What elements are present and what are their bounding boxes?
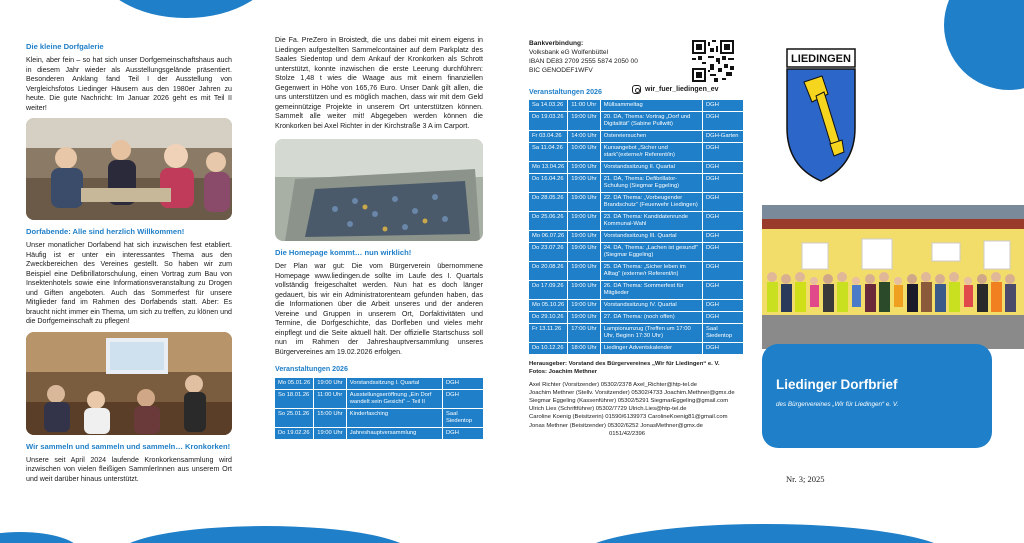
contact-line: Axel Richter (Vorsitzender) 05302/2378 Axel_Richter@htp-tel.de — [529, 381, 698, 388]
event-row — [529, 324, 743, 343]
event-row — [529, 281, 743, 300]
decor-blob-top-right — [944, 0, 1024, 90]
instagram-icon — [632, 85, 641, 94]
gallery-text: Klein, aber fein – so hat sich unser Dorfgemeinschaftshaus auch in diesem Jahr wieder als Ausstellungsgelände präsentiert. Besonderen Anklang fand Teil I der Ausstellung von Vergleichsfotos Liedinger Häusern aus den 1980er Jahren zu heute. Die gute Nachricht: Im Januar 2026 geht es mit Teil II weiter! — [26, 56, 232, 112]
event-title: Kursangebot „Sicher und stark“(externe/r Referent/in) — [601, 143, 703, 162]
cover-title: Liedinger Dorfbrief — [776, 377, 898, 392]
event-time: 17:00 Uhr — [568, 324, 600, 343]
event-date: Do 25.06.26 — [529, 212, 568, 231]
events-heading-1: Veranstaltungen 2026 — [275, 365, 348, 373]
homepage-heading: Die Homepage kommt… nun wirklich! — [275, 248, 412, 257]
event-place: DGH — [703, 343, 743, 355]
event-title: Lampionumzug (Treffen um 17:00 Uhr, Beginn 17:30 Uhr) — [601, 324, 703, 343]
event-time: 19:00 Uhr — [568, 243, 600, 262]
event-title: Vorstandssitzung II. Quartal — [601, 162, 703, 174]
gallery-heading: Die kleine Dorfgalerie — [26, 42, 104, 51]
event-title: Kinderfasching — [347, 409, 443, 428]
event-place: DGH — [703, 231, 743, 243]
event-time: 10:00 Uhr — [568, 143, 600, 162]
bank-iban: IBAN DE83 2709 2555 5874 2050 00 — [529, 57, 638, 65]
event-date: Do 20.08.26 — [529, 262, 568, 281]
event-place: DGH — [703, 100, 743, 112]
event-title: 26. DA Thema: Sommerfest für Mitglieder — [601, 281, 703, 300]
event-title: 24. DA, Thema: „Lachen ist gesund!“ (Siegmar Eggeling) — [601, 243, 703, 262]
bank-line: Volksbank eG Wolfenbüttel — [529, 48, 609, 56]
event-place: DGH — [703, 112, 743, 131]
event-title: Vorstandssitzung IV. Quartal — [601, 300, 703, 312]
event-title: Jahreshauptversammlung — [347, 428, 443, 440]
cover-subtitle: des Bürgervereines „Wir für Liedingen“ e. V. — [776, 401, 899, 408]
event-row — [275, 428, 483, 440]
contact-line: Ulrich Lies (Schriftführer) 05302/7729 Ulrich.Lies@htp-tel.de — [529, 406, 687, 413]
decor-blob-bottom-left — [0, 532, 80, 543]
event-date: Mo 05.10.26 — [529, 300, 568, 312]
event-place: DGH — [703, 312, 743, 324]
event-date: Do 19.03.26 — [529, 112, 568, 131]
kronkorken-text: Die Fa. PreZero in Broistedt, die uns dabei mit einem eigens in Liedingen aufgestellten Sammelcontainer auf dem Parkplatz des Saales Siedentop und dem Ankauf der Kronkorken als Schrott unterstützt, konnte inzwischen die erste Leerung durchführen: Stolze 1,48 t wies die Waage aus mit einem finanziellen Gegenwert in Höhe von 165,76 Euro. Unser Dank gilt allen, die uns unterstützen und es möglich machen, dass wir mit dem Geld gemeinnützige Projekte in unserem Ort unterstützen können. Sammelt alle weiter mit! Abgegeben werden können die Kronkorken bei Axel Richter in der Kirchstraße 3 A im Carport. — [275, 36, 483, 130]
decor-blob-bottom-mid — [115, 526, 415, 543]
events-table-1 — [275, 378, 483, 440]
event-row — [529, 112, 743, 131]
qr-code[interactable] — [692, 40, 734, 82]
sammeln-text: Unsere seit April 2024 laufende Kronkorkensammlung wird inzwischen von vielen fleißigen SammlerInnen aus unserem Ort und weit darüber hinaus unterstützt. — [26, 455, 232, 483]
event-place: DGH — [703, 193, 743, 212]
event-date: Fr 13.11.26 — [529, 324, 568, 343]
event-title: 21. DA, Thema: Defibrillator-Schulung (Siegmar Eggeling) — [601, 174, 703, 193]
credits — [529, 360, 743, 438]
event-place: Saal Siedentop — [703, 324, 743, 343]
event-place: DGH-Garten — [703, 131, 743, 143]
event-place: DGH — [703, 281, 743, 300]
event-date: So 25.01.26 — [275, 409, 314, 428]
cover-title-box — [762, 344, 992, 448]
contact-line: 0151/42/2396 — [609, 430, 646, 437]
contact-list — [529, 381, 743, 438]
event-time: 18:00 Uhr — [568, 343, 600, 355]
event-place: DGH — [703, 262, 743, 281]
events-table-2 — [529, 100, 743, 355]
group-photo — [762, 205, 1024, 349]
kronkorken-photo — [275, 139, 483, 241]
event-title: Müllsammeltag — [601, 100, 703, 112]
event-row — [529, 193, 743, 212]
event-title: Ostereiersuchen — [601, 131, 703, 143]
event-date: Do 29.10.26 — [529, 312, 568, 324]
event-date: Do 17.09.26 — [529, 281, 568, 300]
event-time: 19:00 Uhr — [568, 231, 600, 243]
event-place: DGH — [703, 243, 743, 262]
crest-label: LIEDINGEN — [791, 53, 851, 65]
event-title: 27. DA Thema: (noch offen) — [601, 312, 703, 324]
event-place: DGH — [443, 428, 483, 440]
event-title: Vorstandssitzung III. Quartal — [601, 231, 703, 243]
event-place: DGH — [703, 300, 743, 312]
event-place: DGH — [703, 162, 743, 174]
event-title: Liedinger Adventskalender — [601, 343, 703, 355]
event-row — [529, 231, 743, 243]
event-time: 19:00 Uhr — [568, 112, 600, 131]
dorfabend-photo — [26, 332, 232, 435]
event-date: So 18.01.26 — [275, 390, 314, 409]
column-3 — [529, 40, 743, 438]
dorfabende-heading: Dorfabende: Alle sind herzlich Willkommen! — [26, 227, 185, 236]
event-row — [275, 390, 483, 409]
event-time: 19:00 Uhr — [568, 281, 600, 300]
event-time: 19:00 Uhr — [568, 162, 600, 174]
event-time: 19:00 Uhr — [568, 262, 600, 281]
column-2 — [275, 36, 483, 440]
event-time: 19:00 Uhr — [568, 312, 600, 324]
event-date: Do 23.07.26 — [529, 243, 568, 262]
bank-heading: Bankverbindung: — [529, 40, 584, 47]
gallery-photo — [26, 118, 232, 220]
event-time: 19:00 Uhr — [314, 378, 346, 390]
event-place: DGH — [443, 378, 483, 390]
event-date: Sa 14.03.26 — [529, 100, 568, 112]
event-row — [529, 343, 743, 355]
event-date: Mo 06.07.26 — [529, 231, 568, 243]
sammeln-heading: Wir sammeln und sammeln und sammeln… Kronkorken! — [26, 441, 231, 451]
homepage-text: Der Plan war gut: Die vom Bürgerverein übernommene Homepage www.liedingen.de sollte im Laufe des I. Quartals vollständig freigeschaltet werden. Nun hat es doch länger gedauert, bis wir ein Administratorenteam gefunden haben, das die Informationen über die Arbeit unseres und der anderen Vereine und Gruppen in unserem Ort, Dorfaktivitäten und Termine, die Dorfgeschichte, das Dorfleben und vieles mehr einpflegt und die Seite aktuell hält. Der offizielle Startschuss soll nun im Rahmen der Jahreshauptversammlung unseres Bürgervereines am 19.02.2026 erfolgen. — [275, 262, 483, 356]
event-time: 11:00 Uhr — [314, 390, 346, 409]
village-crest — [786, 48, 856, 182]
event-time: 19:00 Uhr — [568, 174, 600, 193]
event-row — [275, 378, 483, 390]
event-row — [529, 100, 743, 112]
event-date: Do 28.05.26 — [529, 193, 568, 212]
event-row — [529, 162, 743, 174]
event-place: DGH — [443, 390, 483, 409]
decor-blob-bottom-right — [575, 524, 955, 543]
event-title: Ausstellungseröffnung „Ein Dorf wandelt sein Gesicht“ – Teil II — [347, 390, 443, 409]
instagram-text: wir_fuer_liedingen_ev — [645, 86, 719, 93]
event-title: 20. DA, Thema: Vortrag „Dorf und Digitalität“ (Sabine Pullwitt) — [601, 112, 703, 131]
column-1 — [26, 36, 232, 488]
event-row — [529, 174, 743, 193]
event-time: 11:00 Uhr — [568, 100, 600, 112]
event-date: Fr 03.04.26 — [529, 131, 568, 143]
event-place: DGH — [703, 143, 743, 162]
photos-line: Fotos: Joachim Methner — [529, 369, 598, 376]
event-date: Do 19.02.26 — [275, 428, 314, 440]
events-heading-2: Veranstaltungen 2026 — [529, 87, 602, 96]
event-date: Mo 13.04.26 — [529, 162, 568, 174]
event-time: 14:00 Uhr — [568, 131, 600, 143]
dorfabende-text: Unser monatlicher Dorfabend hat sich inzwischen fest etabliert. Häufig ist er unter ein interessantes Thema aus den Zweckbereichen des Vereines gestellt. So haben wir zum Beispiel eine Defibrillatorschulung, einen Vortrag zum Bau von Insektenhotels sowie eine Informationsveranstaltung zu Drogen und Giften angeboten. Auch das Sommerfest für unsere Mitglieder fand im Rahmen des Dorfabends statt. Aber: Es braucht nicht immer ein Thema, um sich zu treffen, zu klönen und die Dorfgemeinschaft zu pflegen! — [26, 241, 232, 325]
event-row — [529, 143, 743, 162]
event-place: DGH — [703, 174, 743, 193]
contact-line: Caroline Koenig (Beisitzerin) 01590/6139973 CarolineKoenig81@gmail.com — [529, 414, 728, 421]
contact-line: Joachim Methner (Stellv. Vorsitzender) 05302/4733 Joachim.Methner@gmx.de — [529, 389, 735, 396]
event-time: 19:00 Uhr — [568, 212, 600, 231]
contact-line: Jonas Methner (Beisitzender) 05302/6252 JonasMethner@gmx.de — [529, 422, 703, 429]
event-row — [275, 409, 483, 428]
issue-number: Nr. 3; 2025 — [786, 474, 825, 484]
event-row — [529, 262, 743, 281]
event-date: Sa 11.04.26 — [529, 143, 568, 162]
bank-bic: BIC GENODEF1WFV — [529, 66, 593, 74]
event-time: 19:00 Uhr — [314, 428, 346, 440]
decor-blob-top-left — [96, 0, 276, 18]
publisher-line: Herausgeber: Vorstand des Bürgervereines „Wir für Liedingen“ e. V. — [529, 361, 720, 368]
event-row — [529, 212, 743, 231]
event-place: Saal Siedentop — [443, 409, 483, 428]
event-title: Vorstandssitzung I. Quartal — [347, 378, 443, 390]
event-time: 19:00 Uhr — [568, 193, 600, 212]
event-date: Mo 05.01.26 — [275, 378, 314, 390]
event-place: DGH — [703, 212, 743, 231]
event-row — [529, 312, 743, 324]
event-title: 25. DA Thema: „Sicher leben im Alltag“ (externe/r Referent/in) — [601, 262, 703, 281]
event-row — [529, 243, 743, 262]
event-row — [529, 131, 743, 143]
contact-line: Siegmar Eggeling (Kassenführer) 05302/5291 SiegmarEggeling@gmail.com — [529, 397, 729, 404]
event-title: 23. DA Thema: Kandidatenrunde Kommunal-Wahl — [601, 212, 703, 231]
event-title: 22. DA Thema: „Vorbeugender Brandschutz“ (Feuerwehr Liedingen) — [601, 193, 703, 212]
event-time: 19:00 Uhr — [568, 300, 600, 312]
event-date: Do 10.12.26 — [529, 343, 568, 355]
event-row — [529, 300, 743, 312]
instagram-handle[interactable] — [632, 85, 719, 94]
event-time: 15:00 Uhr — [314, 409, 346, 428]
event-date: Do 16.04.26 — [529, 174, 568, 193]
